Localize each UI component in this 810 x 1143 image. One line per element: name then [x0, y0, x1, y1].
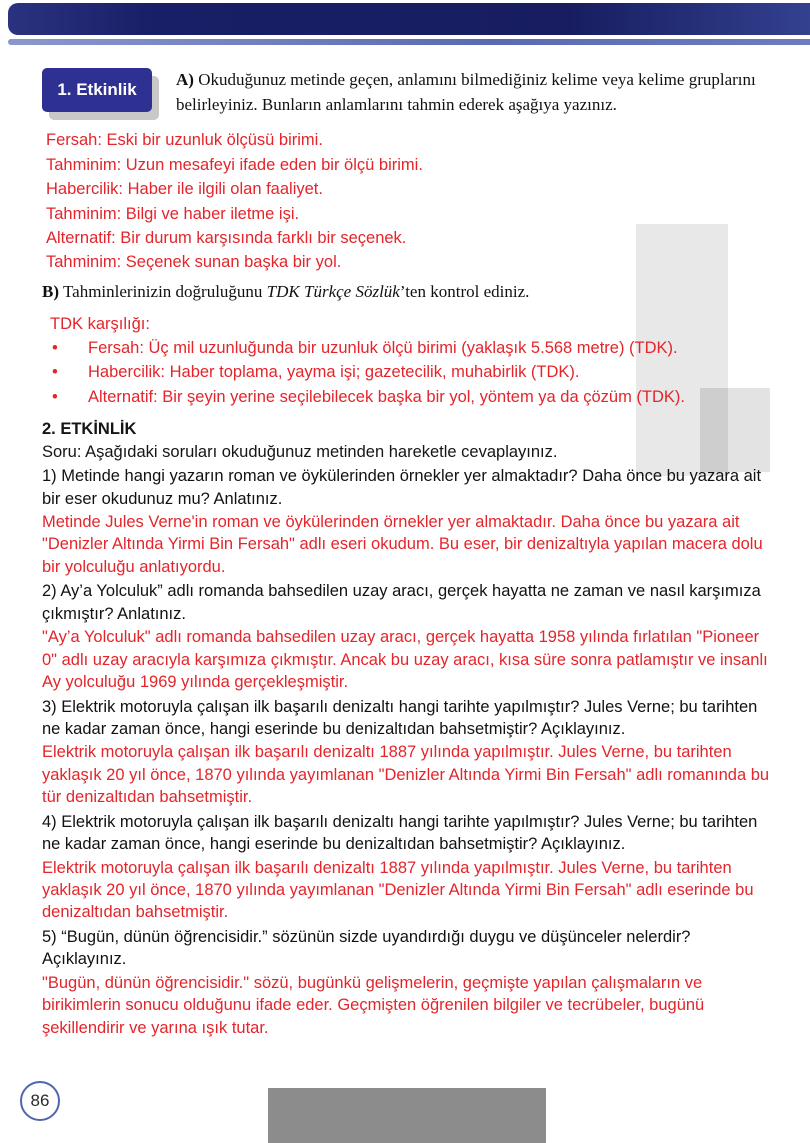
page-number-badge	[20, 1081, 60, 1121]
activity2-intro: Soru: Aşağıdaki soruları okuduğunuz metinden hareketle cevaplayınız.	[42, 442, 558, 461]
answer-line: Tahminim: Uzun mesafeyi ifade eden bir ölçü birimi.	[46, 155, 423, 174]
tdk-item-text: Alternatif: Bir şeyin yerine seçilebilecek başka bir yol, yöntem ya da çözüm (TDK).	[88, 387, 685, 406]
activity1-header-row	[42, 64, 770, 117]
part-b-label: B)	[42, 281, 59, 301]
activity2-title: 2. ETKİNLİK	[42, 420, 137, 439]
activity1-part-a-instruction	[176, 68, 770, 117]
activity1-badge-label: 1. Etkinlik	[57, 80, 137, 100]
tdk-item-text: Fersah: Üç mil uzunluğunda bir uzunluk ölçü birimi (yaklaşık 5.568 metre) (TDK).	[88, 338, 678, 357]
activity1-part-a-answers	[46, 129, 770, 274]
answer-2: "Ay’a Yolculuk" adlı romanda bahsedilen uzay aracı, gerçek hayatta 1958 yılında fırlatılan "Pioneer 0" adlı uzay aracıyla karşımıza çıkmıştır. Ancak bu uzay aracı, kısa süre sonra patlamıştır ve insanlı Ay yolculuğu 1969 yılında gerçekleşmiştir.	[42, 628, 768, 692]
question-4: 4) Elektrik motoruyla çalışan ilk başarılı denizaltı hangi tarihte yapılmıştır? Jules Verne; bu tarihten ne kadar zaman önce, hangi eserinde bu denizaltıdan bahsetmiştir? Açıklayınız.	[42, 812, 758, 854]
answer-4: Elektrik motoruyla çalışan ilk başarılı denizaltı 1887 yılında yapılmıştır. Jules Verne, bu tarihten yaklaşık 20 yıl önce, 1870 yılında yayımlanan "Denizler Altında Yirmi Bin Fersah" adlı eserinde bu denizaltıdan bahsetmiştir.	[42, 858, 754, 922]
tdk-item-text: Habercilik: Haber toplama, yayma işi; gazetecilik, muhabirlik (TDK).	[88, 363, 580, 382]
answer-line: Fersah: Eski bir uzunluk ölçüsü birimi.	[46, 131, 323, 150]
bullet-icon: •	[52, 363, 58, 382]
bullet-icon: •	[52, 338, 58, 357]
watermark-artifact	[268, 1088, 546, 1143]
tdk-item	[50, 386, 770, 408]
header-bar	[8, 3, 810, 45]
tdk-answer-block	[50, 313, 770, 409]
answer-1: Metinde Jules Verne'in roman ve öykülerinden örnekler yer almaktadır. Daha önce bu yazara ait "Denizler Altında Yirmi Bin Fersah" adlı eseri okudum. Bu eser, bir denizaltıyla yapılan macera dolu bir yolculuğu anlatıyordu.	[42, 513, 763, 576]
tdk-item	[50, 337, 770, 359]
part-a-label: A)	[176, 70, 194, 89]
question-5: 5) “Bugün, dünün öğrencisidir.” sözünün sizde uyandırdığı duygu ve düşünceler nelerdir? Açıklayınız.	[42, 927, 691, 969]
part-b-text-after: ’ten kontrol ediniz.	[399, 281, 530, 301]
question-2: 2) Ay’a Yolculuk” adlı romanda bahsedilen uzay aracı, gerçek hayatta ne zaman ve nasıl karşımıza çıkmıştır? Anlatınız.	[42, 582, 761, 623]
answer-line: Alternatif: Bir durum karşısında farklı bir seçenek.	[46, 229, 407, 248]
bullet-icon: •	[52, 387, 58, 406]
question-3: 3) Elektrik motoruyla çalışan ilk başarılı denizaltı hangi tarihte yapılmıştır? Jules Verne; bu tarihten ne kadar zaman önce, hangi eserinde bu denizaltıdan bahsetmiştir? Açıklayınız.	[42, 697, 758, 738]
part-b-text-before: Tahminlerinizin doğruluğunu	[62, 281, 267, 301]
answer-line: Tahminim: Seçenek sunan başka bir yol.	[46, 253, 342, 272]
tdk-item	[50, 361, 770, 383]
header-bar-main	[8, 3, 810, 35]
answer-5: "Bugün, dünün öğrencisidir." sözü, bugünkü gelişmelerin, geçmişte yapılan çalışmaların ve birikimlerin sonucu olduğunu ifade eder. Geçmişten öğrenilen bilgiler ve tecrübeler, bugünü şekillendirir ve yarına ışık tutar.	[42, 973, 705, 1037]
activity1-badge	[42, 68, 152, 112]
page-content	[42, 64, 770, 1039]
activity2-section	[42, 418, 770, 1039]
header-bar-accent	[8, 39, 810, 45]
answer-3: Elektrik motoruyla çalışan ilk başarılı denizaltı 1887 yılında yapılmıştır. Jules Verne, bu tarihten yaklaşık 20 yıl önce, 1870 yılında yayımlanan "Denizler Altında Yirmi Bin Fersah" adlı romanında bu tür denizaltıdan bahsetmiştir.	[42, 743, 770, 807]
activity1-part-b-instruction	[42, 280, 770, 305]
tdk-title: TDK karşılığı:	[50, 314, 150, 333]
part-a-text: Okuduğunuz metinde geçen, anlamını bilmediğiniz kelime veya kelime gruplarını belirleyiniz. Bunların anlamlarını tahmin ederek aşağıya yazınız.	[176, 70, 756, 114]
answer-line: Tahminim: Bilgi ve haber iletme işi.	[46, 204, 300, 223]
part-b-italic-title: TDK Türkçe Sözlük	[266, 281, 400, 301]
question-1: 1) Metinde hangi yazarın roman ve öykülerinden örnekler yer almaktadır? Daha önce bu yazara ait bir eser okudunuz mu? Anlatınız.	[42, 467, 762, 508]
answer-line: Habercilik: Haber ile ilgili olan faaliyet.	[46, 180, 323, 199]
page-number: 86	[30, 1091, 50, 1110]
